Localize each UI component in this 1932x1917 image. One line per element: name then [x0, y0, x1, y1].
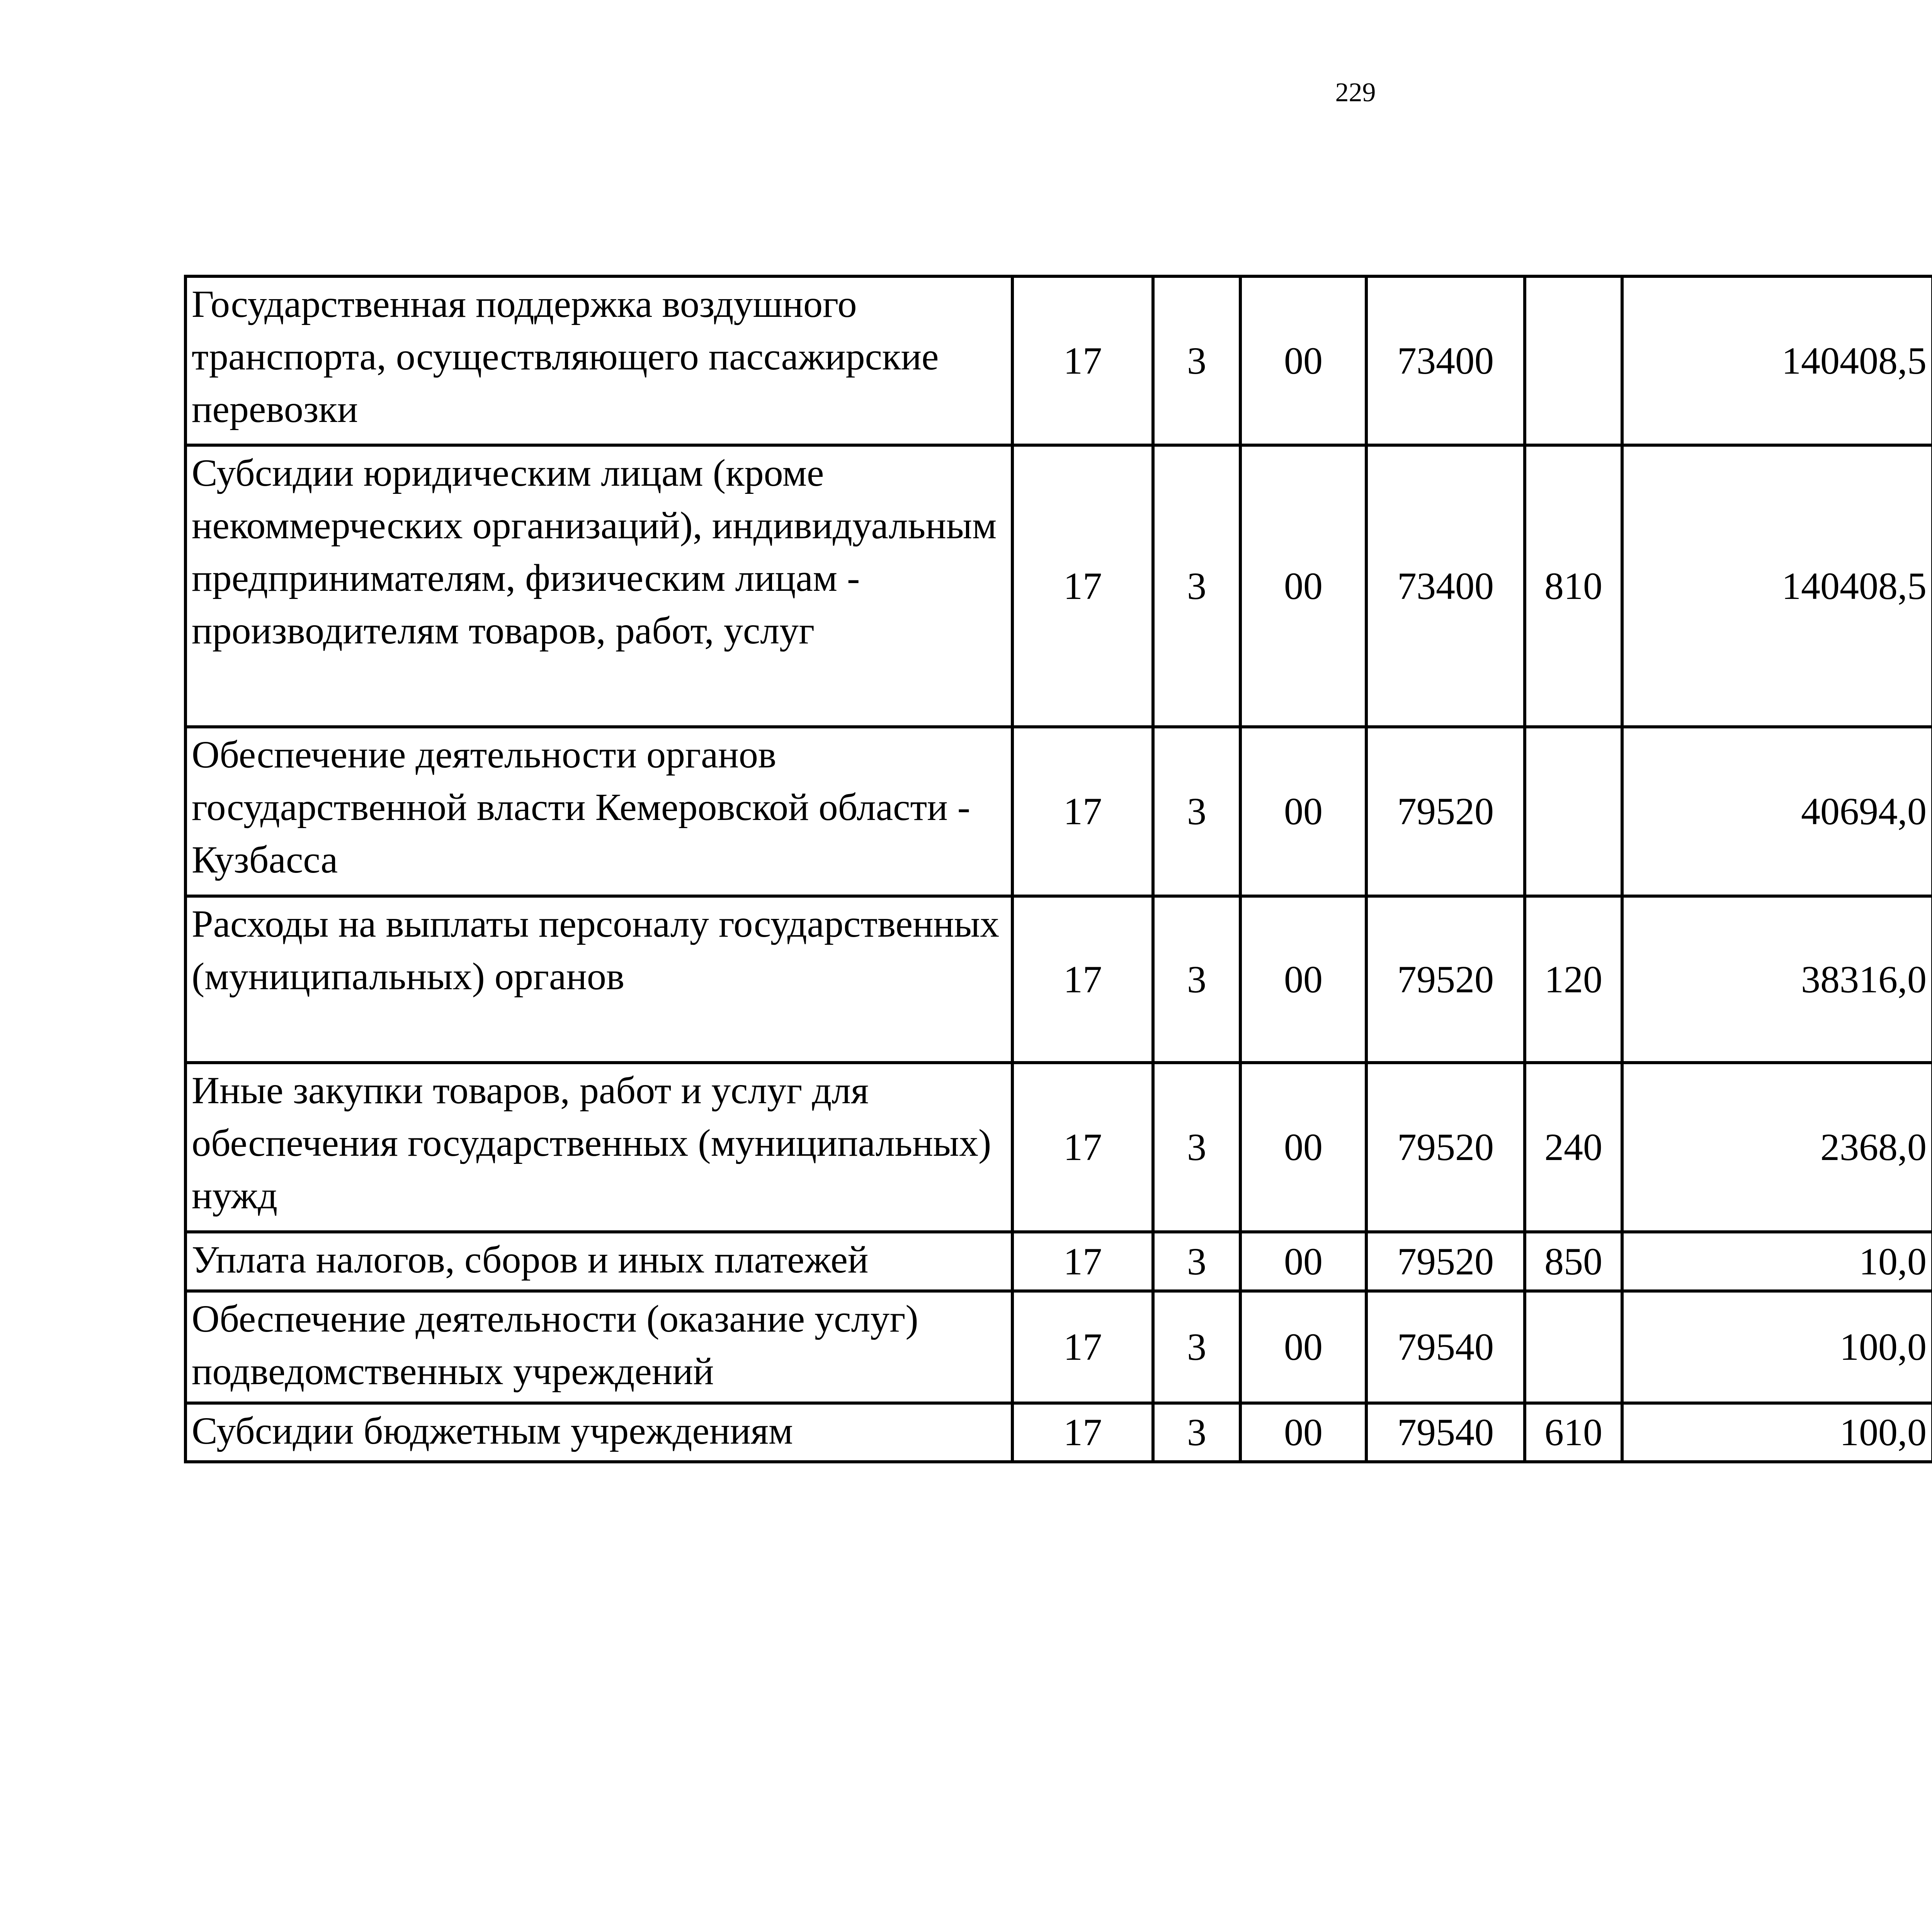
amount-1: 2368,0: [1622, 1063, 1932, 1232]
program-code: 00: [1240, 1291, 1366, 1403]
subsection-code: 3: [1153, 1063, 1240, 1232]
subsection-code: 3: [1153, 1403, 1240, 1462]
program-code: 00: [1240, 1063, 1366, 1232]
table-row: [185, 1291, 1932, 1403]
section-code: 17: [1012, 1403, 1153, 1462]
target-item-code: 79520: [1366, 1063, 1525, 1232]
table-row: [185, 445, 1932, 727]
row-name: Субсидии юридическим лицам (кроме некоммерческих организаций), индивидуальным предпринимателям, физическим лицам - производителям товаров, работ, услуг: [185, 445, 1012, 727]
program-code: 00: [1240, 1403, 1366, 1462]
expense-type-code: 850: [1525, 1232, 1622, 1291]
table-row: [185, 727, 1932, 896]
amount-1: 140408,5: [1622, 276, 1932, 445]
expense-type-code: [1525, 1291, 1622, 1403]
expense-type-code: [1525, 276, 1622, 445]
expense-type-code: 610: [1525, 1403, 1622, 1462]
table-row: [185, 276, 1932, 445]
target-item-code: 79520: [1366, 727, 1525, 896]
subsection-code: 3: [1153, 276, 1240, 445]
section-code: 17: [1012, 1063, 1153, 1232]
amount-1: 40694,0: [1622, 727, 1932, 896]
amount-1: 100,0: [1622, 1291, 1932, 1403]
table-row: [185, 896, 1932, 1063]
section-code: 17: [1012, 1232, 1153, 1291]
program-code: 00: [1240, 445, 1366, 727]
section-code: 17: [1012, 1291, 1153, 1403]
expense-type-code: 120: [1525, 896, 1622, 1063]
program-code: 00: [1240, 1232, 1366, 1291]
table-row: [185, 1063, 1932, 1232]
program-code: 00: [1240, 727, 1366, 896]
amount-1: 38316,0: [1622, 896, 1932, 1063]
target-item-code: 79520: [1366, 896, 1525, 1063]
row-name: Иные закупки товаров, работ и услуг для обеспечения государственных (муниципальных) нужд: [185, 1063, 1012, 1232]
row-name: Расходы на выплаты персоналу государственных (муниципальных) органов: [185, 896, 1012, 1063]
target-item-code: 79520: [1366, 1232, 1525, 1291]
amount-1: 100,0: [1622, 1403, 1932, 1462]
table-row: [185, 1232, 1932, 1291]
section-code: 17: [1012, 445, 1153, 727]
table-row: [185, 1403, 1932, 1462]
target-item-code: 73400: [1366, 445, 1525, 727]
expense-type-code: 810: [1525, 445, 1622, 727]
page-number: 229: [1335, 78, 1376, 107]
subsection-code: 3: [1153, 896, 1240, 1063]
program-code: 00: [1240, 896, 1366, 1063]
budget-table: [184, 275, 1932, 1463]
amount-1: 10,0: [1622, 1232, 1932, 1291]
section-code: 17: [1012, 727, 1153, 896]
subsection-code: 3: [1153, 727, 1240, 896]
row-name: Обеспечение деятельности органов государственной власти Кемеровской области - Кузбасса: [185, 727, 1012, 896]
target-item-code: 79540: [1366, 1291, 1525, 1403]
expense-type-code: [1525, 727, 1622, 896]
expense-type-code: 240: [1525, 1063, 1622, 1232]
amount-1: 140408,5: [1622, 445, 1932, 727]
target-item-code: 79540: [1366, 1403, 1525, 1462]
subsection-code: 3: [1153, 1232, 1240, 1291]
program-code: 00: [1240, 276, 1366, 445]
target-item-code: 73400: [1366, 276, 1525, 445]
row-name: Субсидии бюджетным учреждениям: [185, 1403, 1012, 1462]
row-name: Государственная поддержка воздушного транспорта, осуществляющего пассажирские перевозки: [185, 276, 1012, 445]
row-name: Обеспечение деятельности (оказание услуг) подведомственных учреждений: [185, 1291, 1012, 1403]
subsection-code: 3: [1153, 1291, 1240, 1403]
section-code: 17: [1012, 896, 1153, 1063]
section-code: 17: [1012, 276, 1153, 445]
row-name: Уплата налогов, сборов и иных платежей: [185, 1232, 1012, 1291]
subsection-code: 3: [1153, 445, 1240, 727]
